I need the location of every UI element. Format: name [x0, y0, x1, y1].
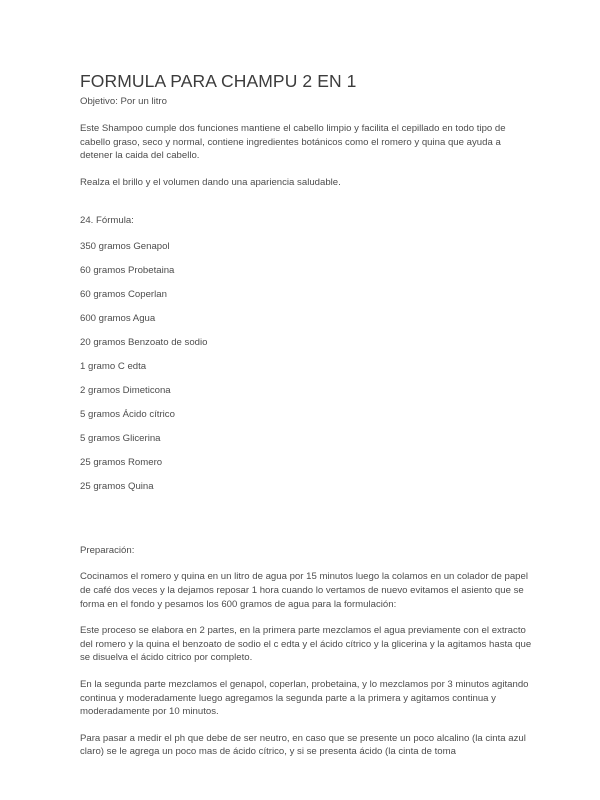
- list-item: 2 gramos Dimeticona: [80, 385, 171, 397]
- preparation-heading: Preparación:: [80, 545, 135, 557]
- list-item: 350 gramos Genapol: [80, 241, 170, 253]
- list-item: 25 gramos Romero: [80, 457, 163, 469]
- ingredient-list: [80, 240, 532, 493]
- list-item: 25 gramos Quina: [80, 481, 154, 493]
- formula-heading: 24. Fórmula:: [80, 215, 134, 227]
- preparation-step: Cocinamos el romero y quina en un litro de agua por 15 minutos luego la colamos en un colador de papel de café dos veces y la dejamos reposar 1 hora cuando lo vertamos de nuevo evitamos el asiento que se forma en el fondo y pesamos los 600 gramos de agua para la formulación:: [80, 571, 528, 610]
- list-item: 600 gramos Agua: [80, 313, 156, 325]
- preparation-step: Este proceso se elabora en 2 partes, en la primera parte mezclamos el agua previamente con el extracto del romero y la quina el benzoato de sodio el c edta y el ácido cítrico y la glicerina y la agitamos hasta que se disuelva el ácido citrico por completo.: [80, 625, 532, 664]
- document-subtitle: Objetivo: Por un litro: [80, 96, 167, 107]
- intro-paragraph: Este Shampoo cumple dos funciones mantiene el cabello limpio y facilita el cepillado en todo tipo de cabello graso, seco y normal, contiene ingredientes botánicos como el romero y quina que ayuda a detener la caida del cabello.: [80, 123, 506, 162]
- list-item: 5 gramos Ácido cítrico: [80, 409, 175, 421]
- preparation-step-truncated: Para pasar a medir el ph que debe de ser neutro, en caso que se presente un poco alcalino (la cinta azul claro) se le agrega un poco mas de ácido cítrico, y si se presenta ácido (la cinta de toma: [80, 732, 526, 758]
- spacer: [80, 108, 532, 122]
- list-item: 60 gramos Probetaina: [80, 265, 175, 277]
- intro-paragraph-secondary: Realza el brillo y el volumen dando una apariencia saludable.: [80, 176, 341, 188]
- preparation-step: En la segunda parte mezclamos el genapol, coperlan, probetaina, y lo mezclamos por 3 minutos agitando continua y moderadamente luego agregamos la segunda parte a la primera y agitamos continua y moderadamente por 10 minutos.: [80, 678, 529, 718]
- spacer: [80, 665, 538, 678]
- document-body: [80, 70, 532, 759]
- spacer: [80, 227, 532, 240]
- list-item: 20 gramos Benzoato de sodio: [80, 337, 208, 349]
- spacer: [80, 163, 532, 176]
- page-title: FORMULA PARA CHAMPU 2 EN 1: [80, 71, 357, 91]
- spacer: [80, 611, 538, 624]
- list-item: 5 gramos Glicerina: [80, 433, 161, 445]
- preparation-steps: [80, 570, 538, 759]
- list-item: 1 gramo C edta: [80, 361, 147, 373]
- spacer: [80, 557, 532, 570]
- spacer: [80, 493, 532, 544]
- list-item: 60 gramos Coperlan: [80, 289, 167, 301]
- spacer: [80, 189, 532, 214]
- spacer: [80, 719, 538, 732]
